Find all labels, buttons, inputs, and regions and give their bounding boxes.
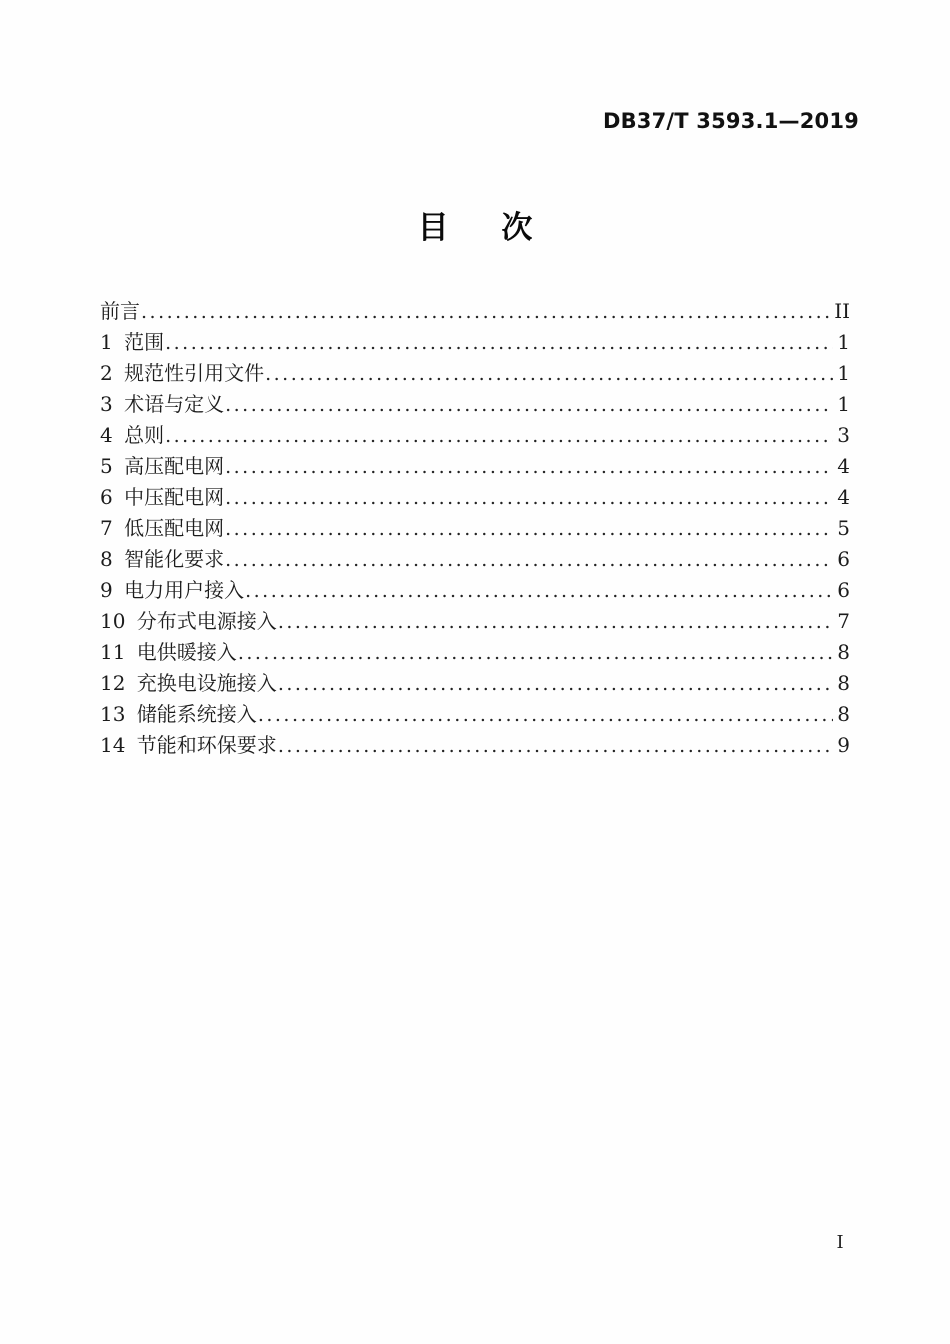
toc-leader-dots	[258, 699, 833, 730]
toc-leader-dots	[225, 389, 833, 420]
toc-entry-label: 前言	[100, 299, 140, 323]
toc-entry-label: 7 低压配电网	[100, 516, 225, 540]
toc-entry-label: 4 总则	[100, 423, 165, 447]
toc-entry[interactable]	[100, 513, 850, 544]
toc-leader-dots	[278, 668, 833, 699]
toc-entry-page: 5	[837, 516, 850, 540]
toc-entry-page: 4	[837, 485, 850, 509]
toc-entry-page: 1	[837, 330, 850, 354]
page-title: 目 次	[417, 210, 533, 246]
toc-entry[interactable]	[100, 296, 850, 327]
toc-entry[interactable]	[100, 575, 850, 606]
table-of-contents	[100, 296, 850, 761]
toc-entry-page: 8	[837, 671, 850, 695]
toc-entry[interactable]	[100, 327, 850, 358]
toc-entry-page: 8	[837, 702, 850, 726]
toc-entry-page: 1	[837, 361, 850, 385]
toc-entry-label: 2 规范性引用文件	[100, 361, 265, 385]
toc-entry-label: 3 术语与定义	[100, 392, 225, 416]
toc-entry-label: 6 中压配电网	[100, 485, 225, 509]
toc-entry[interactable]	[100, 730, 850, 761]
toc-entry-page: 8	[837, 640, 850, 664]
toc-entry-page: 3	[837, 423, 850, 447]
toc-entry-label: 5 高压配电网	[100, 454, 225, 478]
toc-entry[interactable]	[100, 699, 850, 730]
toc-entry-page: 9	[837, 733, 850, 757]
toc-entry-label: 10 分布式电源接入	[100, 609, 277, 633]
toc-entry-page: 6	[837, 547, 850, 571]
toc-entry-label: 12 充换电设施接入	[100, 671, 277, 695]
toc-entry-label: 14 节能和环保要求	[100, 733, 277, 757]
toc-leader-dots	[225, 482, 833, 513]
document-code: DB37/T 3593.1—2019	[602, 109, 859, 133]
toc-entry-page: II	[834, 299, 850, 323]
toc-entry-label: 11 电供暖接入	[100, 640, 237, 664]
toc-entry[interactable]	[100, 482, 850, 513]
toc-leader-dots	[238, 637, 833, 668]
toc-leader-dots	[265, 358, 833, 389]
toc-leader-dots	[165, 327, 833, 358]
toc-entry-label: 13 储能系统接入	[100, 702, 257, 726]
toc-leader-dots	[165, 420, 833, 451]
toc-leader-dots	[225, 544, 833, 575]
toc-leader-dots	[245, 575, 833, 606]
toc-entry[interactable]	[100, 389, 850, 420]
toc-leader-dots	[225, 513, 833, 544]
toc-entry-label: 9 电力用户接入	[100, 578, 245, 602]
toc-entry[interactable]	[100, 544, 850, 575]
toc-leader-dots	[278, 730, 833, 761]
toc-entry[interactable]	[100, 358, 850, 389]
toc-entry-page: 6	[837, 578, 850, 602]
toc-entry-page: 4	[837, 454, 850, 478]
toc-entry[interactable]	[100, 420, 850, 451]
footer-page-number: I	[836, 1232, 844, 1253]
toc-entry[interactable]	[100, 606, 850, 637]
toc-entry-page: 1	[837, 392, 850, 416]
toc-leader-dots	[278, 606, 833, 637]
toc-entry[interactable]	[100, 451, 850, 482]
toc-entry-label: 8 智能化要求	[100, 547, 225, 571]
toc-leader-dots	[225, 451, 833, 482]
toc-entry[interactable]	[100, 668, 850, 699]
toc-entry-page: 7	[837, 609, 850, 633]
toc-leader-dots	[141, 296, 831, 327]
toc-entry[interactable]	[100, 637, 850, 668]
toc-entry-label: 1 范围	[100, 330, 165, 354]
